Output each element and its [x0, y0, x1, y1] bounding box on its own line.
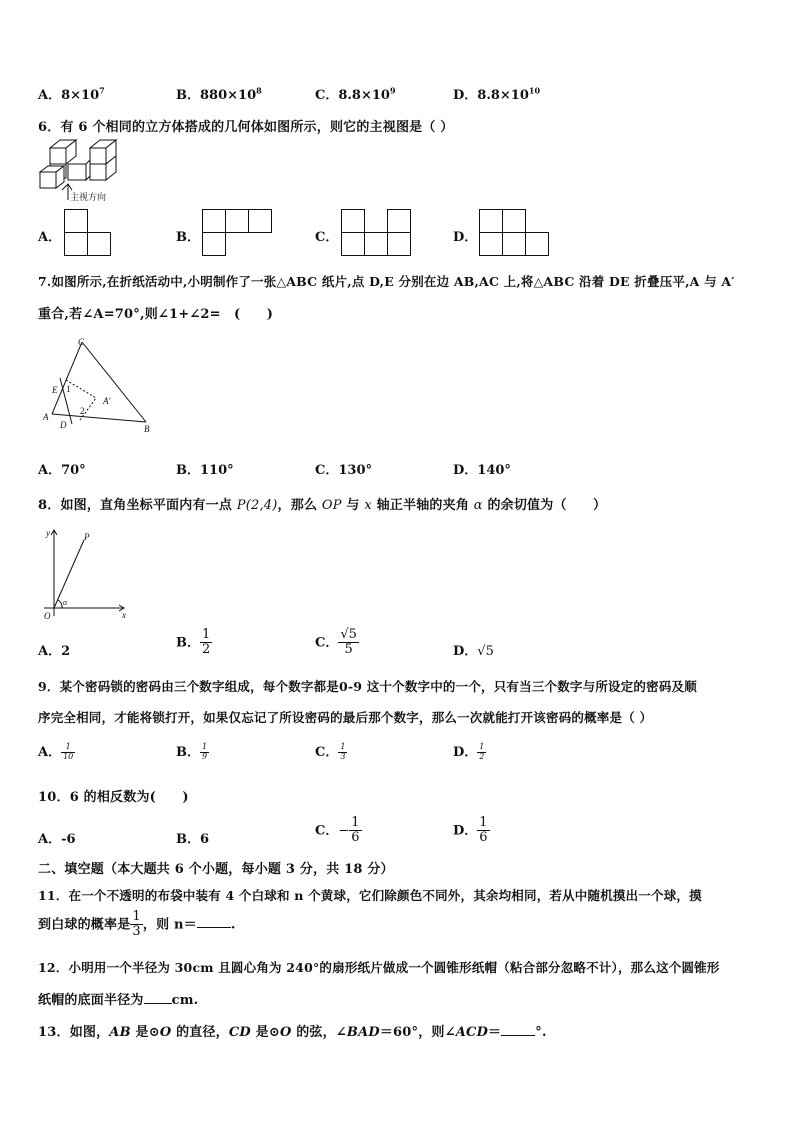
q6-stem: 6．有 6 个相同的立方体搭成的几何体如图所示，则它的主视图是（ ）	[38, 120, 454, 135]
q8-stem: 8．如图，直角坐标平面内有一点 P(2,4)，那么 OP 与 x 轴正半轴的夹角 α 的余切值为（ ）	[38, 498, 607, 513]
q11-stem-line1: 11．在一个不透明的布袋中装有 4 个白球和 n 个黄球，它们除颜色不同外，其余均相同，若从中随机摸出一个球，摸	[38, 888, 702, 903]
q6-option-b-label: B．	[176, 230, 200, 245]
section-2-title: 二、填空题（本大题共 6 个小题，每小题 3 分，共 18 分）	[38, 862, 394, 877]
q7-label-d: D	[60, 420, 67, 430]
q8-label-p: P	[84, 532, 90, 542]
q12-stem-line2: 纸帽的底面半径为 cm.	[38, 993, 199, 1008]
q7-label-a-prime: A′	[103, 396, 111, 406]
q13-stem: 13．如图，AB 是⊙O 的直径，CD 是⊙O 的弦，∠BAD＝60°，则∠ACD＝ °.	[38, 1025, 547, 1040]
q10-option-d: D． $\frac{1}{6}$	[453, 815, 488, 846]
q7-label-1: 1	[66, 384, 71, 394]
q5-option-c: C．$8.8\times 10^9$	[315, 85, 396, 103]
q7-label-e: E	[52, 385, 58, 395]
q9-stem-line1: 9．某个密码锁的密码由三个数字组成，每个数字都是0-9 这十个数字中的一个，只有当三个数字与所设定的密码及顺	[38, 679, 697, 694]
q7-option-c: C．130°	[315, 463, 372, 478]
q7-option-b: B．110°	[176, 463, 234, 478]
q8-option-a: A．2	[38, 644, 71, 659]
q6-option-a-view	[64, 209, 112, 257]
q7-triangle-figure	[40, 336, 160, 436]
q6-option-d-view	[479, 209, 551, 257]
q9-option-b: B． $\frac{1}{9}$	[176, 742, 208, 761]
q7-stem-line1: 7.如图所示,在折纸活动中,小明制作了一张△ABC 纸片,点 D,E 分别在边 AB,AC 上,将△ABC 沿着 DE 折叠压平,A 与 A′	[38, 274, 735, 289]
q8-label-alpha: α	[63, 598, 68, 607]
q6-option-d-label: D．	[453, 230, 478, 245]
q6-option-b-view	[202, 209, 274, 257]
q5-option-a: A．$8\times 10^7$	[38, 85, 105, 103]
q6-option-c-label: C．	[315, 230, 339, 245]
q8-label-o: O	[44, 611, 51, 621]
q7-stem-line2: 重合,若∠A=70°,则∠1+∠2= ( )	[38, 307, 274, 322]
q7-label-b: B	[144, 424, 150, 434]
q6-option-a-label: A．	[38, 230, 62, 245]
q5-option-b: B．$880\times 10^8$	[176, 85, 262, 103]
q10-option-a: A．-6	[38, 832, 76, 847]
q8-label-y: y	[46, 528, 50, 538]
q10-option-b: B．6	[176, 832, 210, 847]
q10-option-c: C．− $\frac{1}{6}$	[315, 815, 360, 846]
q9-stem-line2: 序完全相同，才能将锁打开，如果仅忘记了所设密码的最后那个数字，那么一次就能打开该密码的概率是（ ）	[38, 710, 653, 725]
q11-stem-line2: 到白球的概率是 $\frac{1}{3}$ ，则 n＝ .	[38, 909, 236, 940]
q7-label-c: C	[78, 337, 85, 347]
q7-option-a: A．70°	[38, 463, 86, 478]
q7-label-a: A	[43, 412, 49, 422]
q5-option-d: D．$8.8\times 10^{10}$	[453, 85, 541, 103]
q7-option-d: D．140°	[453, 463, 511, 478]
q6-view-direction-caption: 主视方向	[70, 193, 107, 203]
q9-option-c: C． $\frac{1}{3}$	[315, 742, 346, 761]
q8-option-d: D．√5	[453, 644, 494, 659]
q6-option-c-view	[341, 209, 413, 257]
q8-option-b: B． $\frac{1}{2}$	[176, 627, 211, 658]
q8-coordinate-figure	[40, 526, 140, 624]
q9-option-a: A． $\frac{1}{10}$	[38, 742, 74, 761]
q8-option-c: C． $\frac{√5}{5}$	[315, 627, 357, 658]
q10-stem: 10．6 的相反数为( )	[38, 790, 189, 805]
q9-option-d: D． $\frac{1}{2}$	[453, 742, 485, 761]
q7-label-2: 2	[80, 406, 85, 416]
q8-label-x: x	[122, 610, 126, 620]
q12-stem-line1: 12．小明用一个半径为 30cm 且圆心角为 240°的扇形纸片做成一个圆锥形纸帽（粘合部分忽略不计），那么这个圆锥形	[38, 960, 720, 975]
